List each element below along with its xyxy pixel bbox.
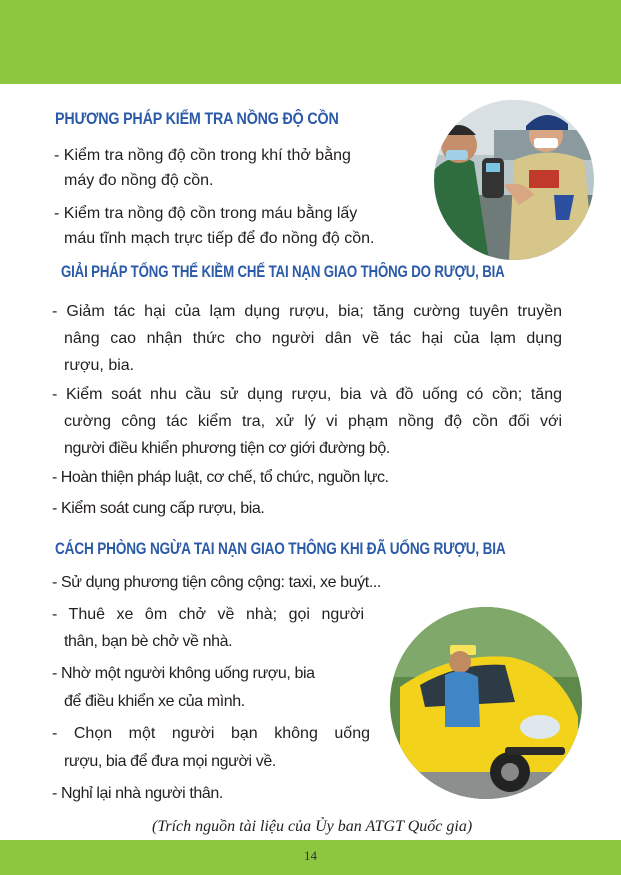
section-heading-prevention: CÁCH PHÒNG NGỪA TAI NẠN GIAO THÔNG KHI ĐÃ UỐNG RƯỢU, BIA [55, 539, 506, 558]
prevention-line-5: để điều khiển xe của mình. [64, 693, 245, 710]
solution-line-5: cường công tác kiểm tra, xử lý vi phạm nồng độ cồn đối với [64, 413, 562, 430]
prevention-line-1: - Sử dụng phương tiện công cộng: taxi, xe buýt... [52, 574, 381, 591]
taxi-photo [390, 607, 582, 799]
police-breathalyzer-photo [434, 100, 594, 260]
solution-line-6: người điều khiển phương tiện cơ giới đường bộ. [64, 440, 390, 457]
top-color-band [0, 0, 621, 84]
solution-line-2: nâng cao nhận thức cho người dân về tác hại của lạm dụng [64, 330, 562, 347]
test-method-line-4: máu tĩnh mạch trực tiếp để đo nồng độ cồn. [64, 230, 375, 247]
prevention-line-3: thân, bạn bè chở về nhà. [64, 633, 233, 650]
test-method-line-3: - Kiểm tra nồng độ cồn trong máu bằng lấy [54, 205, 358, 222]
section-heading-test-methods: PHƯƠNG PHÁP KIỂM TRA NỒNG ĐỘ CỒN [55, 109, 339, 128]
solution-line-8: - Kiểm soát cung cấp rượu, bia. [52, 500, 265, 517]
solution-line-7: - Hoàn thiện pháp luật, cơ chế, tổ chức, nguồn lực. [52, 469, 389, 486]
prevention-line-4: - Nhờ một người không uống rượu, bia [52, 665, 315, 682]
prevention-line-2: - Thuê xe ôm chở về nhà; gọi người [52, 606, 364, 623]
prevention-line-6: - Chọn một người bạn không uống [52, 725, 370, 742]
solution-line-1: - Giảm tác hại của lạm dụng rượu, bia; tăng cường tuyên truyền [52, 303, 562, 320]
source-caption: (Trích nguồn tài liệu của Ủy ban ATGT Quốc gia) [152, 818, 473, 835]
test-method-line-1: - Kiểm tra nồng độ cồn trong khí thở bằng [54, 147, 351, 164]
prevention-line-7: rượu, bia để đưa mọi người về. [64, 753, 276, 770]
page-number: 14 [304, 848, 317, 863]
section-heading-overall-solutions: GIẢI PHÁP TỔNG THỂ KIỀM CHẾ TAI NẠN GIAO THÔNG DO RƯỢU, BIA [61, 262, 505, 281]
prevention-line-8: - Nghỉ lại nhà người thân. [52, 785, 223, 802]
test-method-line-2: máy đo nồng độ cồn. [64, 172, 214, 189]
solution-line-4: - Kiểm soát nhu cầu sử dụng rượu, bia và đồ uống có cồn; tăng [52, 386, 562, 403]
solution-line-3: rượu, bia. [64, 357, 135, 374]
